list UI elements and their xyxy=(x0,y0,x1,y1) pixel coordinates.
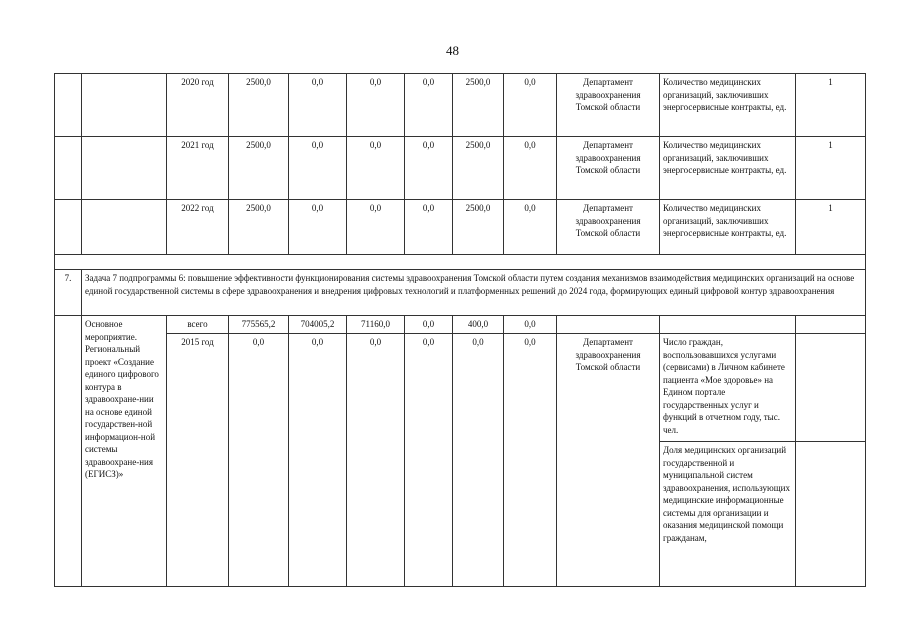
cell-local: 0,0 xyxy=(405,74,453,137)
cell-federal: 0,0 xyxy=(289,137,347,200)
task-number: 7. xyxy=(55,270,82,316)
cell-department xyxy=(557,316,660,334)
cell-activity xyxy=(82,200,167,255)
cell-extra: 0,0 xyxy=(453,334,504,587)
cell-number xyxy=(55,137,82,200)
page-number: 48 xyxy=(446,43,459,58)
cell-local: 0,0 xyxy=(405,137,453,200)
cell-activity xyxy=(82,137,167,200)
spacer-row xyxy=(55,255,866,270)
cell-indicator-value xyxy=(796,334,866,442)
task-description: Задача 7 подпрограммы 6: повышение эффективности функционирования системы здравоохранения Томской области путем создания механизмов взаимодействия медицинских организаций на основе единой государственной системы в сфере здравоохранения и внедрения цифровых технологий и платформенных решений до 2024 года, формирующих единый цифровой контур здравоохранения xyxy=(82,270,866,316)
cell-total: 2500,0 xyxy=(229,137,289,200)
cell-year: 2021 год xyxy=(167,137,229,200)
cell-year: 2020 год xyxy=(167,74,229,137)
cell-federal: 704005,2 xyxy=(289,316,347,334)
cell-indicator-value xyxy=(796,442,866,587)
cell-total: 2500,0 xyxy=(229,200,289,255)
cell-indicator-value: 1 xyxy=(796,137,866,200)
program-table xyxy=(54,73,866,587)
cell-regional: 0,0 xyxy=(347,200,405,255)
cell-indicator: Доля медицинских организаций государственной и муниципальной систем здравоохранения, использующих медицинские информационные системы для организации и оказания медицинской помощи гражданам, xyxy=(660,442,796,587)
cell-federal: 0,0 xyxy=(289,74,347,137)
activity-total-row xyxy=(55,316,866,334)
cell-regional: 0,0 xyxy=(347,74,405,137)
cell-indicator xyxy=(660,316,796,334)
activity-name: Основное мероприятие. Региональный проект «Создание единого цифрового контура в здравоохране-нии на основе единой государствен-ной информацион-ной системы здравоохране-ния (ЕГИСЗ)» xyxy=(82,316,167,587)
cell-year: 2022 год xyxy=(167,200,229,255)
cell-local: 0,0 xyxy=(405,200,453,255)
task-row xyxy=(55,270,866,316)
cell-extra: 400,0 xyxy=(453,316,504,334)
table-row xyxy=(55,200,866,255)
table-row xyxy=(55,74,866,137)
cell-federal: 0,0 xyxy=(289,334,347,587)
cell-activity xyxy=(82,74,167,137)
cell-other: 0,0 xyxy=(504,200,557,255)
cell-regional: 0,0 xyxy=(347,137,405,200)
cell-department: Департамент здравоохранения Томской области xyxy=(557,137,660,200)
cell-indicator-value: 1 xyxy=(796,200,866,255)
cell-department: Департамент здравоохранения Томской области xyxy=(557,200,660,255)
cell-number xyxy=(55,74,82,137)
cell-indicator: Количество медицинских организаций, заключивших энергосервисные контракты, ед. xyxy=(660,74,796,137)
cell-number xyxy=(55,200,82,255)
cell-indicator: Число граждан, воспользовавшихся услугами (сервисами) в Личном кабинете пациента «Мое здоровье» на Едином портале государственных услуг и функций в отчетном году, тыс. чел. xyxy=(660,334,796,442)
cell-indicator-value xyxy=(796,316,866,334)
cell-extra: 2500,0 xyxy=(453,200,504,255)
spacer-cell xyxy=(55,255,866,270)
cell-department: Департамент здравоохранения Томской области xyxy=(557,334,660,587)
cell-number xyxy=(55,316,82,587)
cell-other: 0,0 xyxy=(504,334,557,587)
cell-total: 775565,2 xyxy=(229,316,289,334)
cell-total: 0,0 xyxy=(229,334,289,587)
cell-indicator: Количество медицинских организаций, заключивших энергосервисные контракты, ед. xyxy=(660,200,796,255)
cell-year: всего xyxy=(167,316,229,334)
cell-indicator: Количество медицинских организаций, заключивших энергосервисные контракты, ед. xyxy=(660,137,796,200)
cell-other: 0,0 xyxy=(504,137,557,200)
cell-regional: 71160,0 xyxy=(347,316,405,334)
cell-extra: 2500,0 xyxy=(453,137,504,200)
cell-indicator-value: 1 xyxy=(796,74,866,137)
cell-extra: 2500,0 xyxy=(453,74,504,137)
cell-federal: 0,0 xyxy=(289,200,347,255)
cell-other: 0,0 xyxy=(504,316,557,334)
cell-local: 0,0 xyxy=(405,334,453,587)
cell-regional: 0,0 xyxy=(347,334,405,587)
cell-other: 0,0 xyxy=(504,74,557,137)
cell-year: 2015 год xyxy=(167,334,229,587)
cell-department: Департамент здравоохранения Томской области xyxy=(557,74,660,137)
table-row xyxy=(55,137,866,200)
cell-total: 2500,0 xyxy=(229,74,289,137)
table-row xyxy=(55,334,866,442)
cell-local: 0,0 xyxy=(405,316,453,334)
